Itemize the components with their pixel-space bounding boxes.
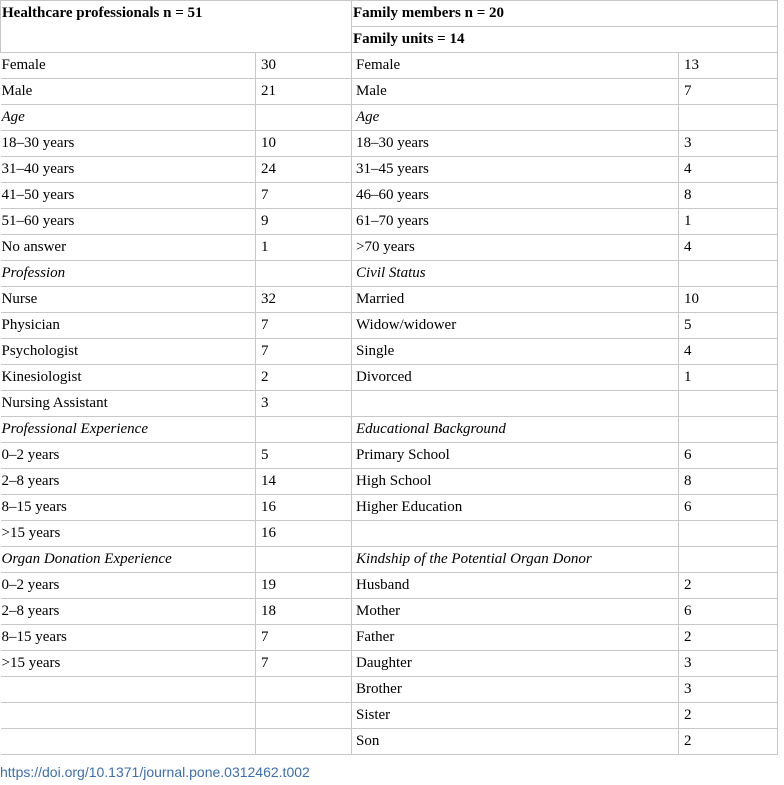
table-row [1, 417, 778, 443]
left-value-cell: 24 [256, 157, 352, 183]
table-row [1, 183, 778, 209]
left-value-cell: 14 [256, 469, 352, 495]
right-section-heading: Civil Status [352, 261, 679, 287]
left-section-heading: Profession [1, 261, 256, 287]
left-value-cell: 30 [256, 53, 352, 79]
left-label-cell: 31–40 years [1, 157, 256, 183]
right-label-cell: 31–45 years [352, 157, 679, 183]
left-value-cell: 7 [256, 313, 352, 339]
right-value-cell: 8 [679, 183, 778, 209]
left-label-cell: Male [1, 79, 256, 105]
table-row [1, 287, 778, 313]
table-row [1, 365, 778, 391]
left-value-cell: 18 [256, 599, 352, 625]
right-value-cell: 3 [679, 677, 778, 703]
right-value-cell: 7 [679, 79, 778, 105]
table-row [1, 573, 778, 599]
left-label-cell: 0–2 years [1, 573, 256, 599]
table-row [1, 495, 778, 521]
table-body [1, 53, 778, 755]
table-row [1, 469, 778, 495]
left-value-cell [256, 677, 352, 703]
family-units-header: Family units = 14 [352, 27, 778, 53]
right-label-cell [352, 391, 679, 417]
right-value-cell [679, 391, 778, 417]
right-label-cell: Father [352, 625, 679, 651]
left-section-heading: Organ Donation Experience [1, 547, 256, 573]
left-value-cell: 16 [256, 495, 352, 521]
right-section-heading: Kindship of the Potential Organ Donor [352, 547, 679, 573]
table-row [1, 157, 778, 183]
right-value-cell [679, 105, 778, 131]
left-label-cell: 18–30 years [1, 131, 256, 157]
right-value-cell: 2 [679, 625, 778, 651]
right-value-cell: 8 [679, 469, 778, 495]
right-value-cell: 4 [679, 339, 778, 365]
table-row [1, 443, 778, 469]
left-value-cell: 7 [256, 183, 352, 209]
table-row [1, 235, 778, 261]
table-row [1, 521, 778, 547]
left-label-cell: Nurse [1, 287, 256, 313]
right-value-cell: 2 [679, 573, 778, 599]
table-row [1, 391, 778, 417]
left-value-cell: 7 [256, 651, 352, 677]
right-value-cell: 6 [679, 599, 778, 625]
left-label-cell: >15 years [1, 651, 256, 677]
right-label-cell: >70 years [352, 235, 679, 261]
right-value-cell [679, 521, 778, 547]
right-value-cell: 5 [679, 313, 778, 339]
table-row [1, 729, 778, 755]
left-label-cell: 2–8 years [1, 469, 256, 495]
left-label-cell: 8–15 years [1, 625, 256, 651]
right-label-cell: Primary School [352, 443, 679, 469]
table-row [1, 703, 778, 729]
right-label-cell: Single [352, 339, 679, 365]
right-label-cell: Male [352, 79, 679, 105]
left-label-cell: 2–8 years [1, 599, 256, 625]
right-label-cell: Higher Education [352, 495, 679, 521]
right-section-heading: Educational Background [352, 417, 679, 443]
table-row [1, 313, 778, 339]
table-row [1, 131, 778, 157]
right-value-cell: 1 [679, 365, 778, 391]
left-value-cell [256, 703, 352, 729]
right-label-cell: Female [352, 53, 679, 79]
family-members-header: Family members n = 20 [352, 1, 778, 27]
left-label-cell: No answer [1, 235, 256, 261]
right-value-cell [679, 417, 778, 443]
right-value-cell: 3 [679, 131, 778, 157]
left-label-cell: 51–60 years [1, 209, 256, 235]
left-label-cell: Psychologist [1, 339, 256, 365]
right-label-cell: High School [352, 469, 679, 495]
left-value-cell: 7 [256, 625, 352, 651]
left-value-cell: 19 [256, 573, 352, 599]
left-value-cell: 2 [256, 365, 352, 391]
right-label-cell: 61–70 years [352, 209, 679, 235]
right-label-cell: Widow/widower [352, 313, 679, 339]
table-row [1, 53, 778, 79]
right-value-cell [679, 261, 778, 287]
left-value-cell: 21 [256, 79, 352, 105]
left-value-cell: 5 [256, 443, 352, 469]
left-value-cell: 1 [256, 235, 352, 261]
right-value-cell: 13 [679, 53, 778, 79]
left-section-heading: Age [1, 105, 256, 131]
right-label-cell: Sister [352, 703, 679, 729]
header-row [1, 1, 778, 27]
left-label-cell [1, 677, 256, 703]
left-value-cell: 3 [256, 391, 352, 417]
left-label-cell: 8–15 years [1, 495, 256, 521]
left-value-cell: 32 [256, 287, 352, 313]
table-row [1, 209, 778, 235]
right-value-cell: 4 [679, 157, 778, 183]
left-label-cell: Nursing Assistant [1, 391, 256, 417]
left-value-cell: 16 [256, 521, 352, 547]
table-row [1, 677, 778, 703]
table-row [1, 651, 778, 677]
left-value-cell [256, 547, 352, 573]
table-row [1, 547, 778, 573]
table-row [1, 599, 778, 625]
left-label-cell: Female [1, 53, 256, 79]
left-label-cell [1, 703, 256, 729]
table-row [1, 105, 778, 131]
left-value-cell: 7 [256, 339, 352, 365]
right-value-cell: 6 [679, 443, 778, 469]
left-label-cell: Physician [1, 313, 256, 339]
right-section-heading: Age [352, 105, 679, 131]
table-row [1, 79, 778, 105]
left-label-cell: 41–50 years [1, 183, 256, 209]
table-row [1, 339, 778, 365]
right-label-cell [352, 521, 679, 547]
right-value-cell: 6 [679, 495, 778, 521]
right-value-cell [679, 547, 778, 573]
right-value-cell: 1 [679, 209, 778, 235]
right-label-cell: Married [352, 287, 679, 313]
left-value-cell [256, 105, 352, 131]
right-label-cell: Divorced [352, 365, 679, 391]
right-label-cell: Husband [352, 573, 679, 599]
table-row [1, 261, 778, 287]
table-row [1, 625, 778, 651]
left-value-cell [256, 261, 352, 287]
left-value-cell: 9 [256, 209, 352, 235]
right-label-cell: Brother [352, 677, 679, 703]
right-label-cell: 46–60 years [352, 183, 679, 209]
right-value-cell: 3 [679, 651, 778, 677]
left-value-cell: 10 [256, 131, 352, 157]
left-section-heading: Professional Experience [1, 417, 256, 443]
right-value-cell: 2 [679, 703, 778, 729]
left-label-cell: 0–2 years [1, 443, 256, 469]
right-label-cell: 18–30 years [352, 131, 679, 157]
right-value-cell: 10 [679, 287, 778, 313]
doi-link[interactable]: https://doi.org/10.1371/journal.pone.0312462.t002 [0, 764, 310, 780]
right-value-cell: 2 [679, 729, 778, 755]
left-label-cell: >15 years [1, 521, 256, 547]
left-value-cell [256, 729, 352, 755]
left-label-cell: Kinesiologist [1, 365, 256, 391]
right-label-cell: Son [352, 729, 679, 755]
right-label-cell: Daughter [352, 651, 679, 677]
healthcare-professionals-header: Healthcare professionals n = 51 [1, 1, 352, 53]
right-value-cell: 4 [679, 235, 778, 261]
left-label-cell [1, 729, 256, 755]
right-label-cell: Mother [352, 599, 679, 625]
left-value-cell [256, 417, 352, 443]
